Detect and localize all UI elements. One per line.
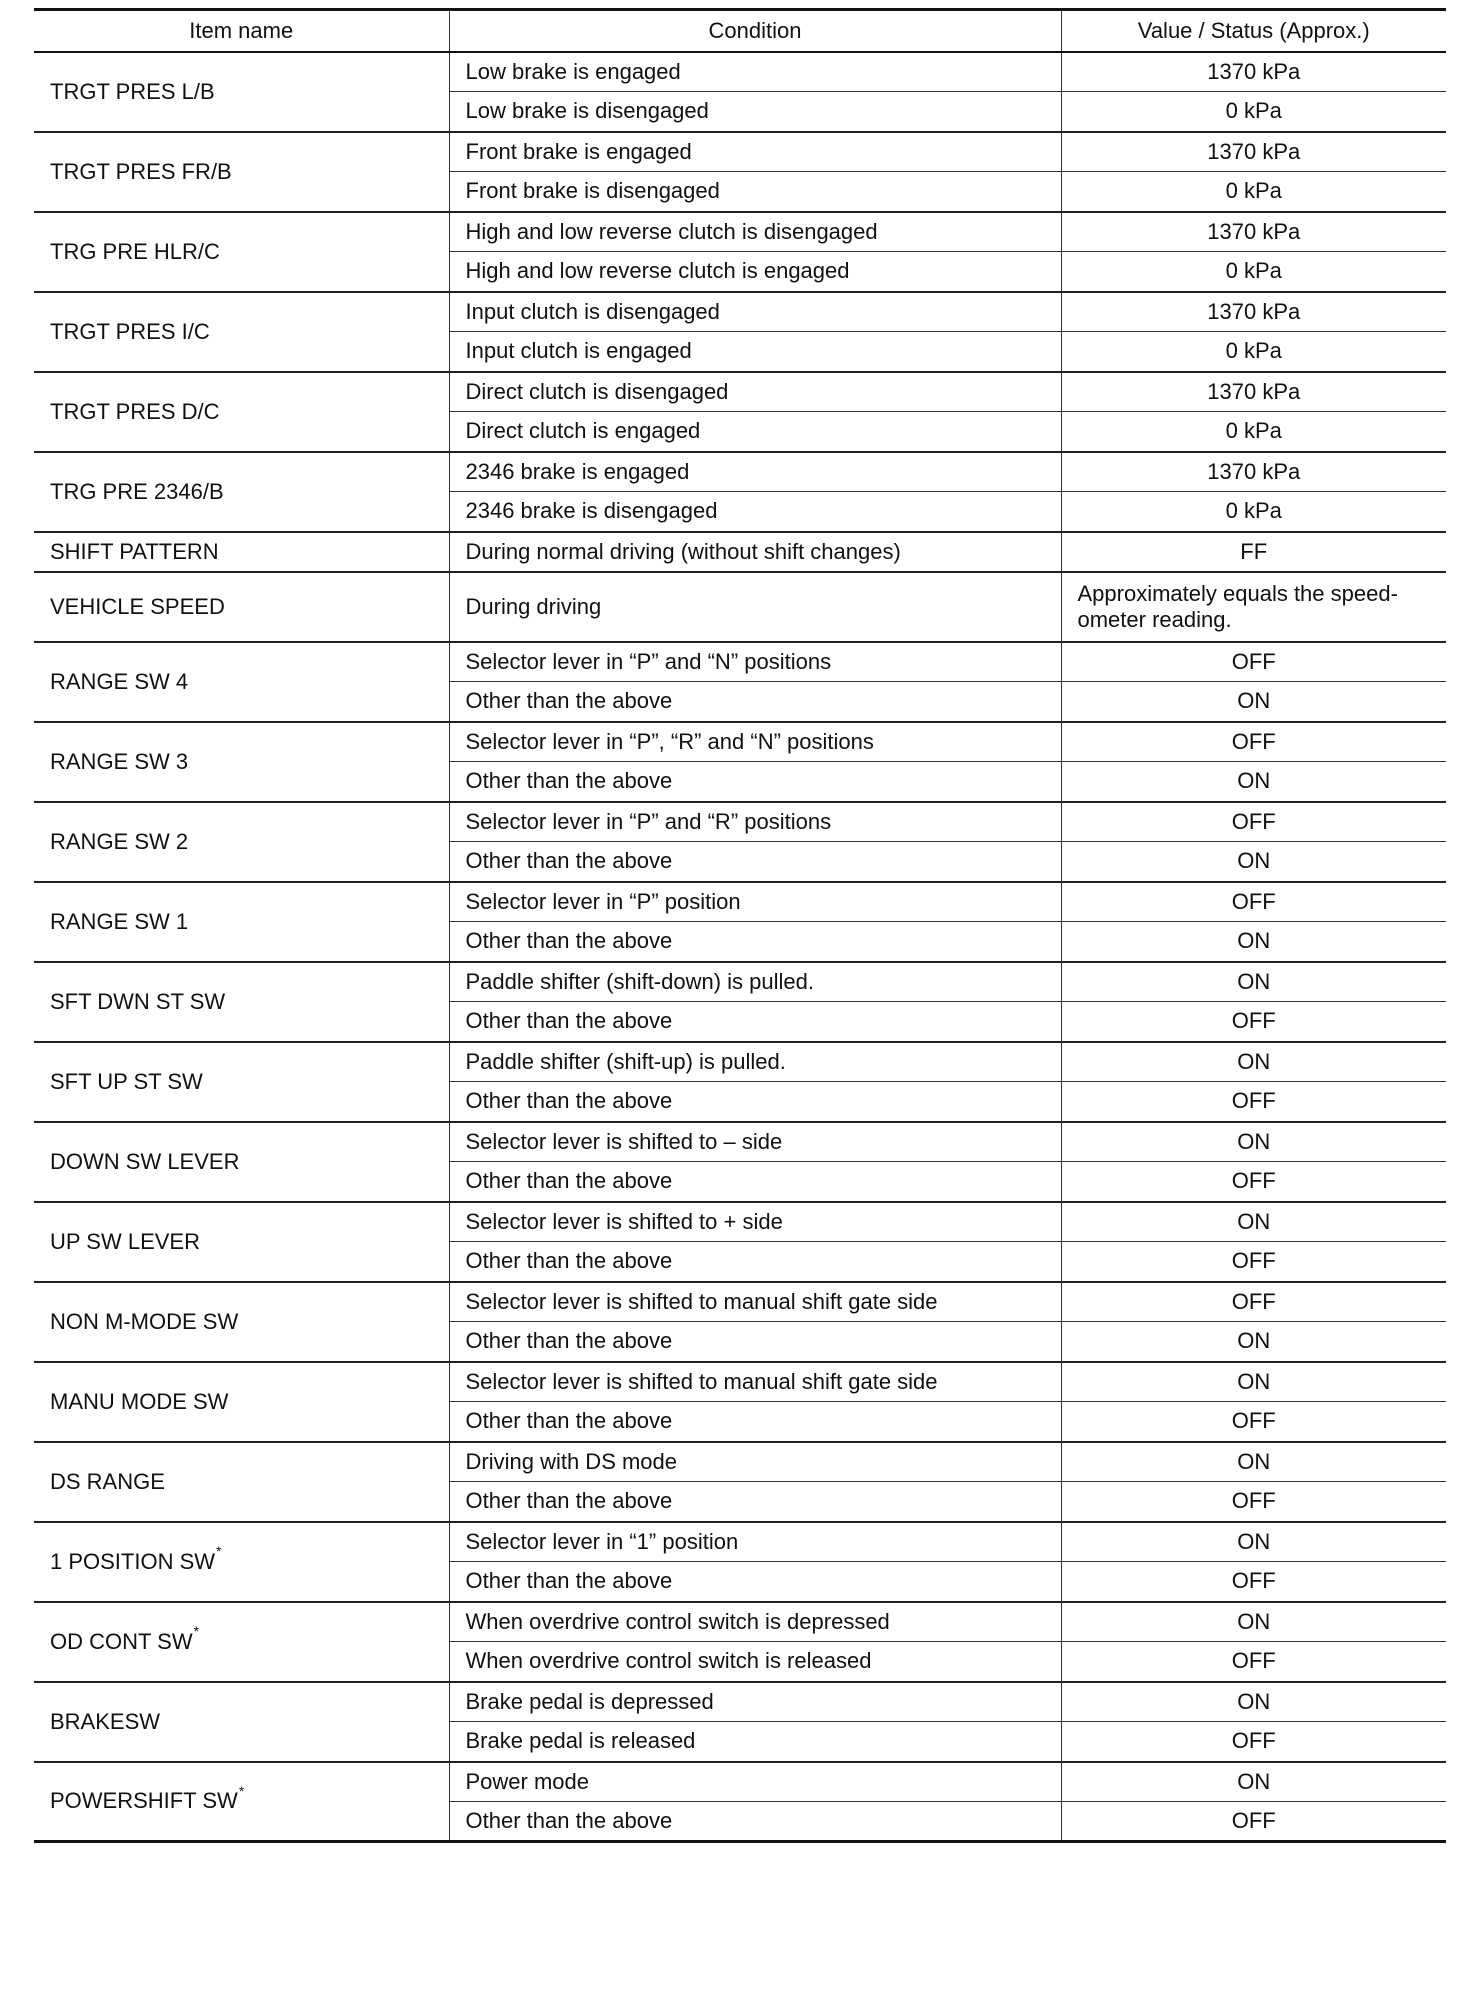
item-name-cell [34,532,449,572]
item-name: SFT DWN ST SW [50,988,226,1014]
condition-cell: Low brake is engaged [449,52,1061,92]
value-status-cell: 1370 kPa [1061,212,1446,252]
header-value-status: Value / Status (Approx.) [1061,10,1446,52]
value-status-cell: OFF [1061,1402,1446,1442]
table-row [34,372,1446,412]
condition-cell: When overdrive control switch is released [449,1642,1061,1682]
value-status-cell: ON [1061,1042,1446,1082]
table-row [34,292,1446,332]
table-row [34,1122,1446,1162]
item-name: MANU MODE SW [50,1388,229,1414]
table-row [34,572,1446,642]
table-row [34,212,1446,252]
item-name-cell [34,452,449,532]
condition-cell: Selector lever in “P” position [449,882,1061,922]
item-name: UP SW LEVER [50,1228,200,1254]
condition-cell: Other than the above [449,682,1061,722]
table-row [34,132,1446,172]
condition-cell: Paddle shifter (shift-up) is pulled. [449,1042,1061,1082]
item-name: RANGE SW 1 [50,908,189,934]
condition-cell: Low brake is disengaged [449,92,1061,132]
condition-cell: Brake pedal is released [449,1722,1061,1762]
condition-cell: Other than the above [449,1482,1061,1522]
condition-cell: Input clutch is disengaged [449,292,1061,332]
item-name: SHIFT PATTERN [50,538,219,564]
value-status-cell: OFF [1061,1562,1446,1602]
table-body [34,52,1446,1842]
item-name: TRG PRE HLR/C [50,238,220,264]
value-status-cell: OFF [1061,1642,1446,1682]
value-status-cell: 0 kPa [1061,92,1446,132]
table-row [34,1522,1446,1562]
condition-cell: Other than the above [449,922,1061,962]
value-status-cell: 1370 kPa [1061,52,1446,92]
value-status-cell: ON [1061,1322,1446,1362]
footnote-asterisk: * [216,1543,222,1560]
value-status-cell: ON [1061,1362,1446,1402]
condition-cell: 2346 brake is disengaged [449,492,1061,532]
value-status-cell: OFF [1061,1482,1446,1522]
item-name: DOWN SW LEVER [50,1148,240,1174]
condition-cell: Other than the above [449,1162,1061,1202]
condition-cell: Brake pedal is depressed [449,1682,1061,1722]
condition-cell: Driving with DS mode [449,1442,1061,1482]
table-row [34,882,1446,922]
header-item-name: Item name [34,10,449,52]
condition-cell: High and low reverse clutch is disengaged [449,212,1061,252]
table-row [34,722,1446,762]
table-row [34,1762,1446,1802]
item-name-cell [34,212,449,292]
condition-cell: Front brake is engaged [449,132,1061,172]
value-status-cell: 1370 kPa [1061,292,1446,332]
table-row [34,1682,1446,1722]
item-name: NON M-MODE SW [50,1308,239,1334]
item-name-cell [34,882,449,962]
value-status-cell: ON [1061,1762,1446,1802]
value-status-cell: Approximately equals the speed-ometer reading. [1061,572,1446,642]
header-condition: Condition [449,10,1061,52]
value-status-cell: OFF [1061,1242,1446,1282]
value-status-cell: 0 kPa [1061,252,1446,292]
item-name-cell [34,1362,449,1442]
value-status-cell: OFF [1061,1162,1446,1202]
item-name: POWERSHIFT SW [50,1788,238,1814]
value-status-cell: OFF [1061,722,1446,762]
item-name-cell [34,1442,449,1522]
item-name-cell [34,52,449,132]
table-row [34,1042,1446,1082]
value-status-cell: ON [1061,842,1446,882]
value-status-cell: ON [1061,922,1446,962]
item-name-cell [34,292,449,372]
item-name-cell [34,132,449,212]
item-name: RANGE SW 4 [50,668,189,694]
value-status-cell: 0 kPa [1061,332,1446,372]
value-status-cell: OFF [1061,642,1446,682]
condition-cell: Other than the above [449,1322,1061,1362]
item-name: TRGT PRES D/C [50,398,220,424]
item-name: TRGT PRES I/C [50,318,210,344]
table-row [34,642,1446,682]
item-name: DS RANGE [50,1468,165,1494]
value-status-cell: 0 kPa [1061,172,1446,212]
item-name-cell [34,1042,449,1122]
value-status-cell: 1370 kPa [1061,372,1446,412]
value-status-cell: FF [1061,532,1446,572]
item-name-cell [34,372,449,452]
condition-cell: Selector lever is shifted to manual shift gate side [449,1282,1061,1322]
value-status-cell: ON [1061,682,1446,722]
condition-cell: Other than the above [449,1562,1061,1602]
value-status-cell: 1370 kPa [1061,132,1446,172]
item-name-cell [34,642,449,722]
item-name-cell [34,1122,449,1202]
item-name: RANGE SW 3 [50,748,189,774]
table-row [34,1362,1446,1402]
value-status-cell: 0 kPa [1061,412,1446,452]
item-name-cell [34,1282,449,1362]
value-status-cell: OFF [1061,1002,1446,1042]
condition-cell: Direct clutch is engaged [449,412,1061,452]
condition-cell: Other than the above [449,1402,1061,1442]
condition-cell: High and low reverse clutch is engaged [449,252,1061,292]
condition-cell: Input clutch is engaged [449,332,1061,372]
value-status-cell: 1370 kPa [1061,452,1446,492]
condition-cell: Direct clutch is disengaged [449,372,1061,412]
header-row [34,10,1446,52]
table-row [34,452,1446,492]
value-status-cell: OFF [1061,1282,1446,1322]
table-row [34,962,1446,1002]
item-name: RANGE SW 2 [50,828,189,854]
table-row [34,532,1446,572]
condition-cell: Other than the above [449,762,1061,802]
condition-cell: Selector lever is shifted to manual shift gate side [449,1362,1061,1402]
table-row [34,1602,1446,1642]
item-name: SFT UP ST SW [50,1068,203,1094]
table-row [34,1442,1446,1482]
condition-cell: Selector lever is shifted to – side [449,1122,1061,1162]
value-status-cell: ON [1061,1442,1446,1482]
condition-cell: Other than the above [449,1002,1061,1042]
table-row [34,1282,1446,1322]
condition-cell: Selector lever is shifted to + side [449,1202,1061,1242]
value-status-cell: OFF [1061,1082,1446,1122]
data-monitor-table [34,8,1446,1843]
condition-cell: Other than the above [449,1082,1061,1122]
value-status-cell: 0 kPa [1061,492,1446,532]
condition-cell: Selector lever in “P” and “N” positions [449,642,1061,682]
condition-cell: Front brake is disengaged [449,172,1061,212]
item-name: OD CONT SW [50,1628,193,1654]
condition-cell: Selector lever in “1” position [449,1522,1061,1562]
value-status-cell: ON [1061,1602,1446,1642]
condition-cell: Other than the above [449,1802,1061,1842]
value-status-cell: ON [1061,1682,1446,1722]
item-name-cell [34,802,449,882]
condition-cell: Paddle shifter (shift-down) is pulled. [449,962,1061,1002]
condition-cell: Selector lever in “P” and “R” positions [449,802,1061,842]
item-name: 1 POSITION SW [50,1548,216,1574]
condition-cell: When overdrive control switch is depressed [449,1602,1061,1642]
value-status-cell: ON [1061,1522,1446,1562]
item-name-cell [34,1762,449,1842]
condition-cell: 2346 brake is engaged [449,452,1061,492]
item-name-cell [34,1522,449,1602]
item-name: VEHICLE SPEED [50,593,225,619]
value-status-cell: ON [1061,962,1446,1002]
item-name-cell [34,1602,449,1682]
footnote-asterisk: * [238,1782,245,1799]
table-row [34,802,1446,842]
item-name: TRGT PRES L/B [50,78,215,104]
table-row [34,1202,1446,1242]
table-row [34,52,1446,92]
value-status-cell: ON [1061,1122,1446,1162]
item-name-cell [34,722,449,802]
condition-cell: During normal driving (without shift changes) [449,532,1061,572]
condition-cell: During driving [449,572,1061,642]
condition-cell: Other than the above [449,842,1061,882]
item-name: TRG PRE 2346/B [50,478,224,504]
value-status-cell: OFF [1061,802,1446,842]
item-name-cell [34,572,449,642]
value-status-cell: ON [1061,762,1446,802]
value-status-cell: OFF [1061,882,1446,922]
item-name-cell [34,1202,449,1282]
item-name-cell [34,1682,449,1762]
item-name: BRAKESW [50,1708,161,1734]
footnote-asterisk: * [193,1623,200,1640]
value-status-cell: OFF [1061,1722,1446,1762]
condition-cell: Selector lever in “P”, “R” and “N” positions [449,722,1061,762]
item-name-cell [34,962,449,1042]
value-status-cell: OFF [1061,1802,1446,1842]
condition-cell: Power mode [449,1762,1061,1802]
value-status-cell: ON [1061,1202,1446,1242]
condition-cell: Other than the above [449,1242,1061,1282]
item-name: TRGT PRES FR/B [50,158,232,184]
